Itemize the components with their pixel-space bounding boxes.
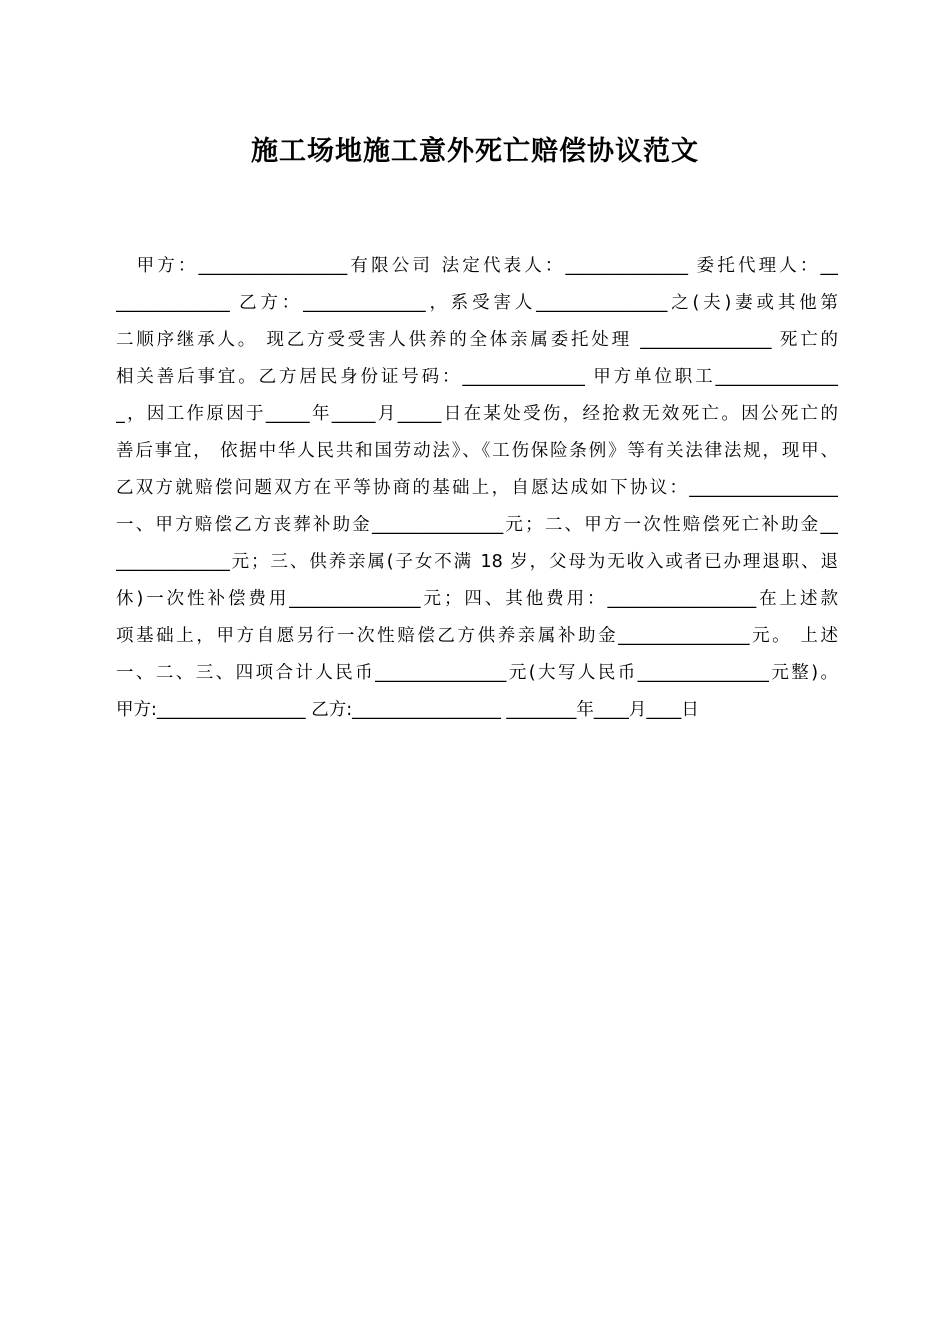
body-line-3: 二顺序继承人。 现乙方受受害人供养的全体亲属委托处理 _______________ 死亡的 [116,330,838,350]
body-line-6: 善后事宜， 依据中华人民共和国劳动法》、《工伤保险条例》等有关法律法规，现甲、 [116,441,838,461]
body-line-2: _____________ 乙方：______________，系受害人_______________之(夫)妻或其他第 [116,293,838,313]
body-line-5: _，因工作原因于_____年_____月_____日在某处受伤，经抢救无效死亡。因公死亡的 [116,404,838,424]
document-title: 施工场地施工意外死亡赔偿协议范文 [251,136,699,167]
body-line-9: _____________元；三、供养亲属(子女不满 18 岁，父母为无收入或者已办理退职、退 [116,552,838,572]
body-line-1: 甲方：_________________有限公司 法定代表人：______________ 委托代理人：__ [116,256,838,276]
body-line-8: 一、甲方赔偿乙方丧葬补助金_______________元；二、甲方一次性赔偿死亡补助金__ [116,515,838,535]
body-line-7: 乙双方就赔偿问题双方在平等协商的基础上，自愿达成如下协议：_________________ [116,478,838,498]
signature-line: 甲方:_________________ 乙方:_________________ ________年____月____日 [116,700,699,720]
body-line-4: 相关善后事宜。乙方居民身份证号码：______________ 甲方单位职工______________ [116,367,838,387]
agreement-body [116,248,838,729]
body-line-12: 一、二、三、四项合计人民币_______________元(大写人民币_______________元整)。 [116,663,838,683]
body-line-10: 休)一次性补偿费用_______________元；四、其他费用：_________________在上述款 [116,589,838,609]
body-line-11: 项基础上，甲方自愿另行一次性赔偿乙方供养亲属补助金_______________元。 上述 [116,626,838,646]
